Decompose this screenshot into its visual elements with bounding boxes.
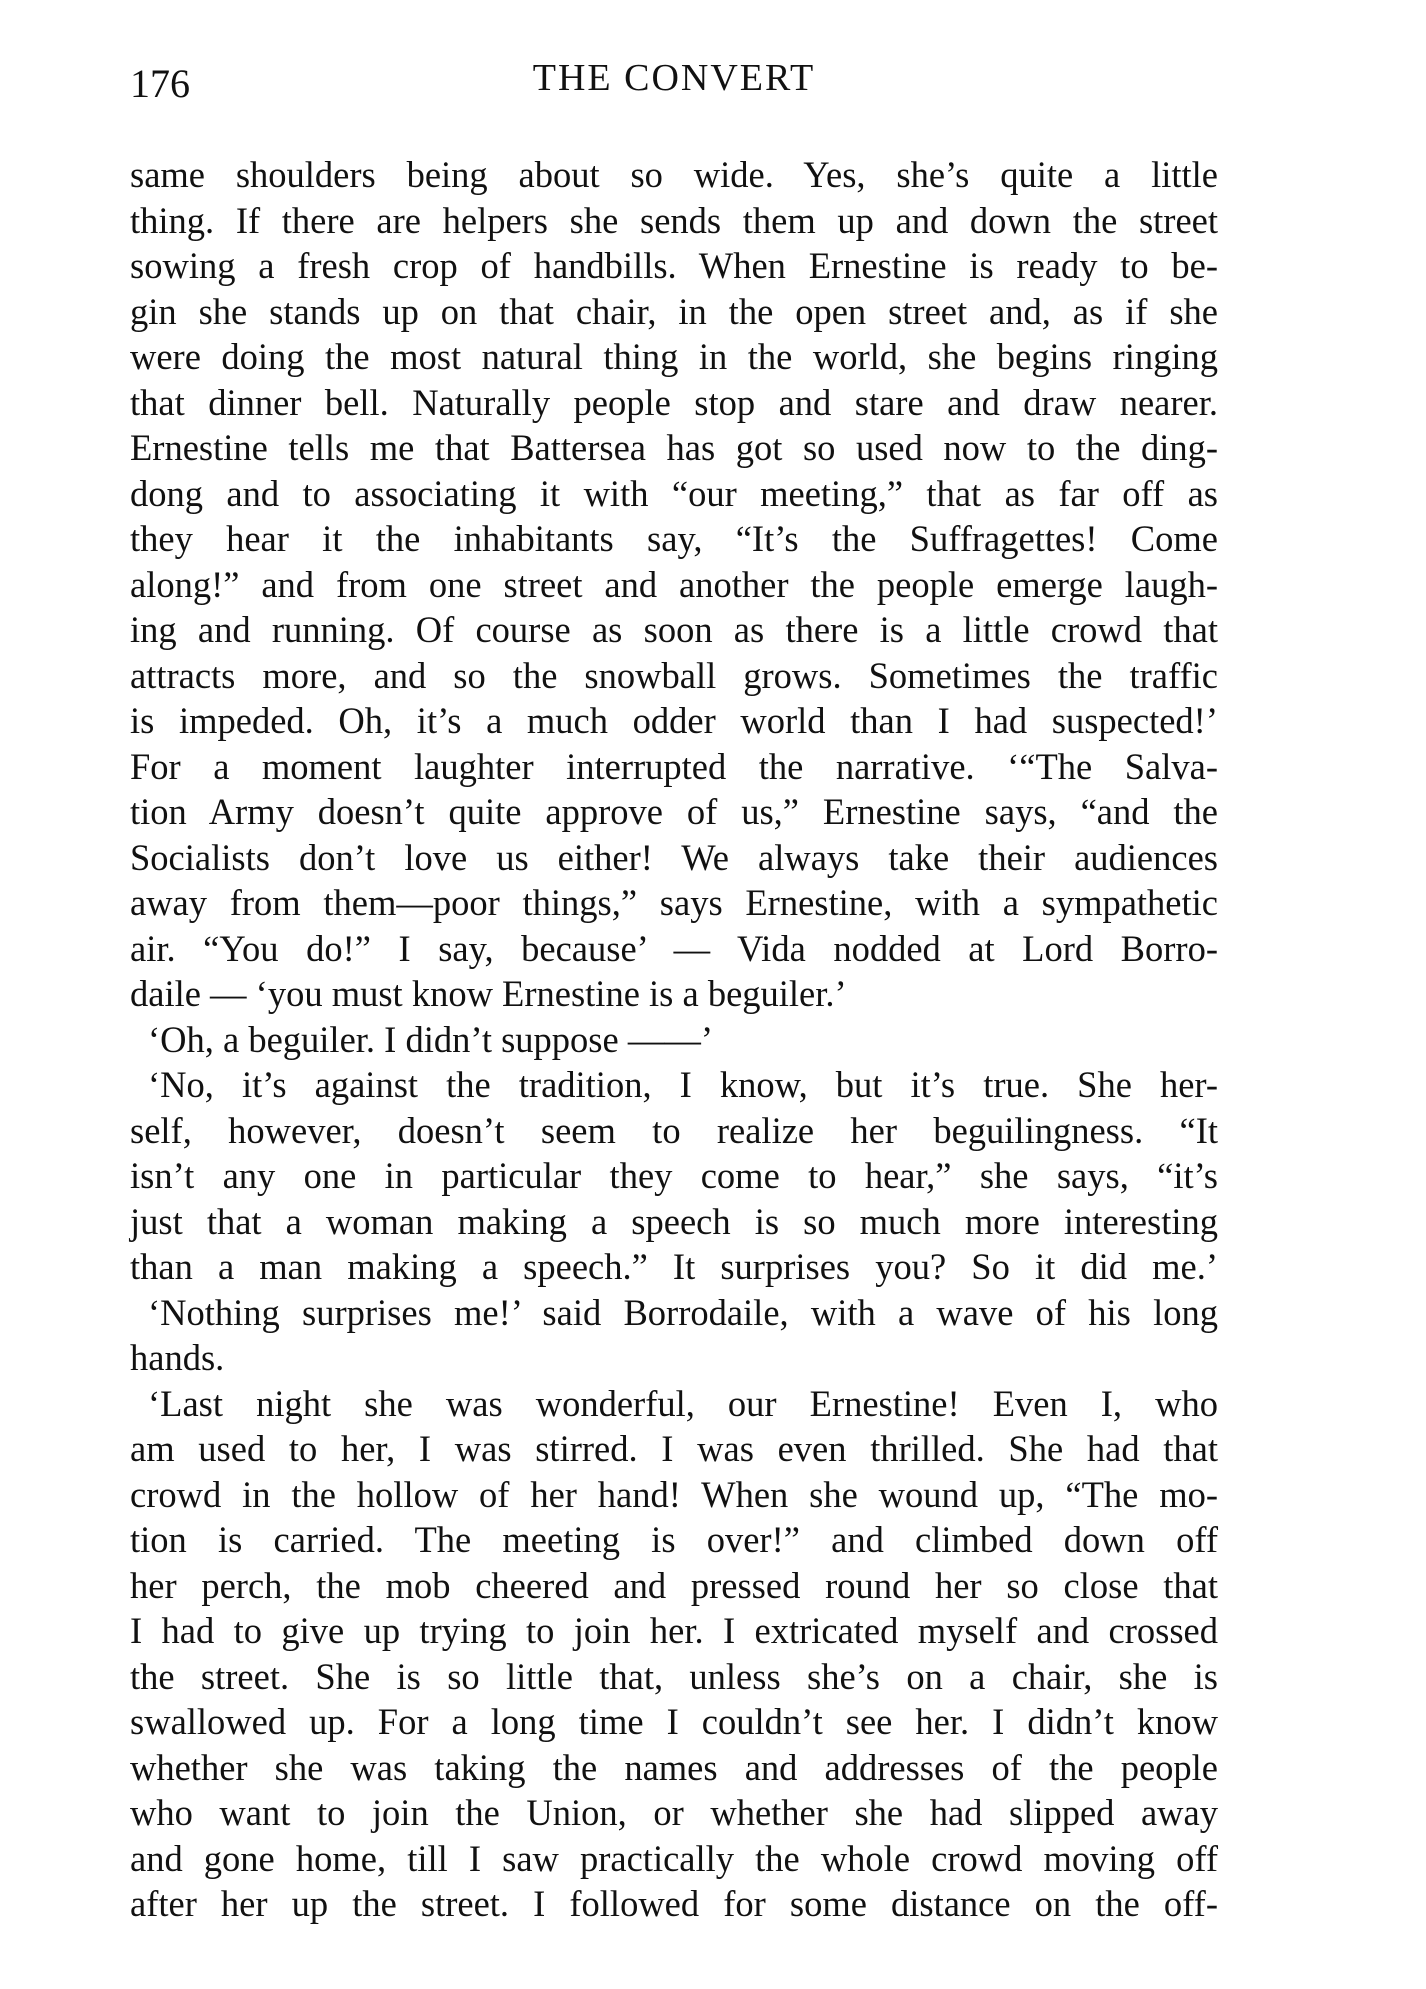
text-line: that dinner bell. Naturally people stop and stare and draw nearer. (130, 381, 1218, 423)
text-line: ing and running. Of course as soon as there is a little crowd that (130, 609, 1218, 650)
text-line: they hear it the inhabitants say, “It’s the Suffragettes! Come (130, 518, 1218, 559)
text-line: the street. She is so little that, unless she’s on a chair, she is (130, 1655, 1218, 1697)
text-line: tion is carried. The meeting is over!” and climbed down off (130, 1519, 1218, 1560)
text-line: dong and to associating it with “our meeting,” that as far off as (130, 472, 1218, 514)
text-line: away from them—poor things,” says Ernestine, with a sympathetic (130, 882, 1218, 923)
text-line: attracts more, and so the snowball grows. Sometimes the traffic (130, 654, 1218, 696)
text-line: sowing a fresh crop of handbills. When Ernestine is ready to be- (130, 245, 1218, 286)
text-line: daile — ‘you must know Ernestine is a beguiler.’ (130, 973, 847, 1014)
text-line: were doing the most natural thing in the world, she begins ringing (130, 336, 1218, 377)
text-line: swallowed up. For a long time I couldn’t see her. I didn’t know (130, 1701, 1218, 1742)
text-line: is impeded. Oh, it’s a much odder world than I had suspected!’ (130, 700, 1218, 741)
text-line: tion Army doesn’t quite approve of us,” Ernestine says, “and the (130, 791, 1218, 832)
text-line: gin she stands up on that chair, in the open street and, as if she (130, 290, 1218, 332)
text-line: thing. If there are helpers she sends them up and down the street (130, 199, 1218, 241)
text-line: and gone home, till I saw practically the whole crowd moving off (130, 1837, 1218, 1879)
text-line: hands. (130, 1337, 225, 1378)
text-line: just that a woman making a speech is so much more interesting (130, 1200, 1218, 1242)
text-line: Socialists don’t love us either! We always take their audiences (130, 836, 1218, 878)
text-line: air. “You do!” I say, because’ — Vida nodded at Lord Borro- (130, 927, 1218, 969)
text-line: who want to join the Union, or whether she had slipped away (130, 1792, 1218, 1833)
text-line: isn’t any one in particular they come to hear,” she says, “it’s (130, 1155, 1218, 1196)
text-line: ‘No, it’s against the tradition, I know, but it’s true. She her- (148, 1064, 1218, 1105)
running-title: THE CONVERT (532, 57, 816, 99)
text-line: ‘Last night she was wonderful, our Ernestine! Even I, who (148, 1382, 1218, 1424)
text-line: I had to give up trying to join her. I extricated myself and crossed (130, 1610, 1218, 1651)
text-line: am used to her, I was stirred. I was even thrilled. She had that (130, 1428, 1218, 1469)
page-number: 176 (130, 61, 190, 106)
text-line: crowd in the hollow of her hand! When she wound up, “The mo- (130, 1473, 1218, 1515)
text-line: after her up the street. I followed for some distance on the off- (130, 1883, 1218, 1924)
text-line: her perch, the mob cheered and pressed round her so close that (130, 1564, 1218, 1606)
text-line: ‘Oh, a beguiler. I didn’t suppose ——’ (148, 1018, 713, 1060)
text-line: Ernestine tells me that Battersea has got so used now to the ding- (130, 427, 1218, 468)
text-line: ‘Nothing surprises me!’ said Borrodaile, with a wave of his long (148, 1291, 1218, 1333)
body-text (130, 152, 1218, 1927)
text-line: whether she was taking the names and addresses of the people (130, 1746, 1218, 1788)
text-line: self, however, doesn’t seem to realize her beguilingness. “It (130, 1109, 1218, 1151)
text-line: same shoulders being about so wide. Yes, she’s quite a little (130, 154, 1218, 195)
text-line: along!” and from one street and another the people emerge laugh- (130, 563, 1218, 605)
page-header (130, 50, 1218, 110)
text-line: than a man making a speech.” It surprises you? So it did me.’ (130, 1246, 1218, 1287)
text-line: For a moment laughter interrupted the narrative. ‘“The Salva- (130, 745, 1218, 787)
